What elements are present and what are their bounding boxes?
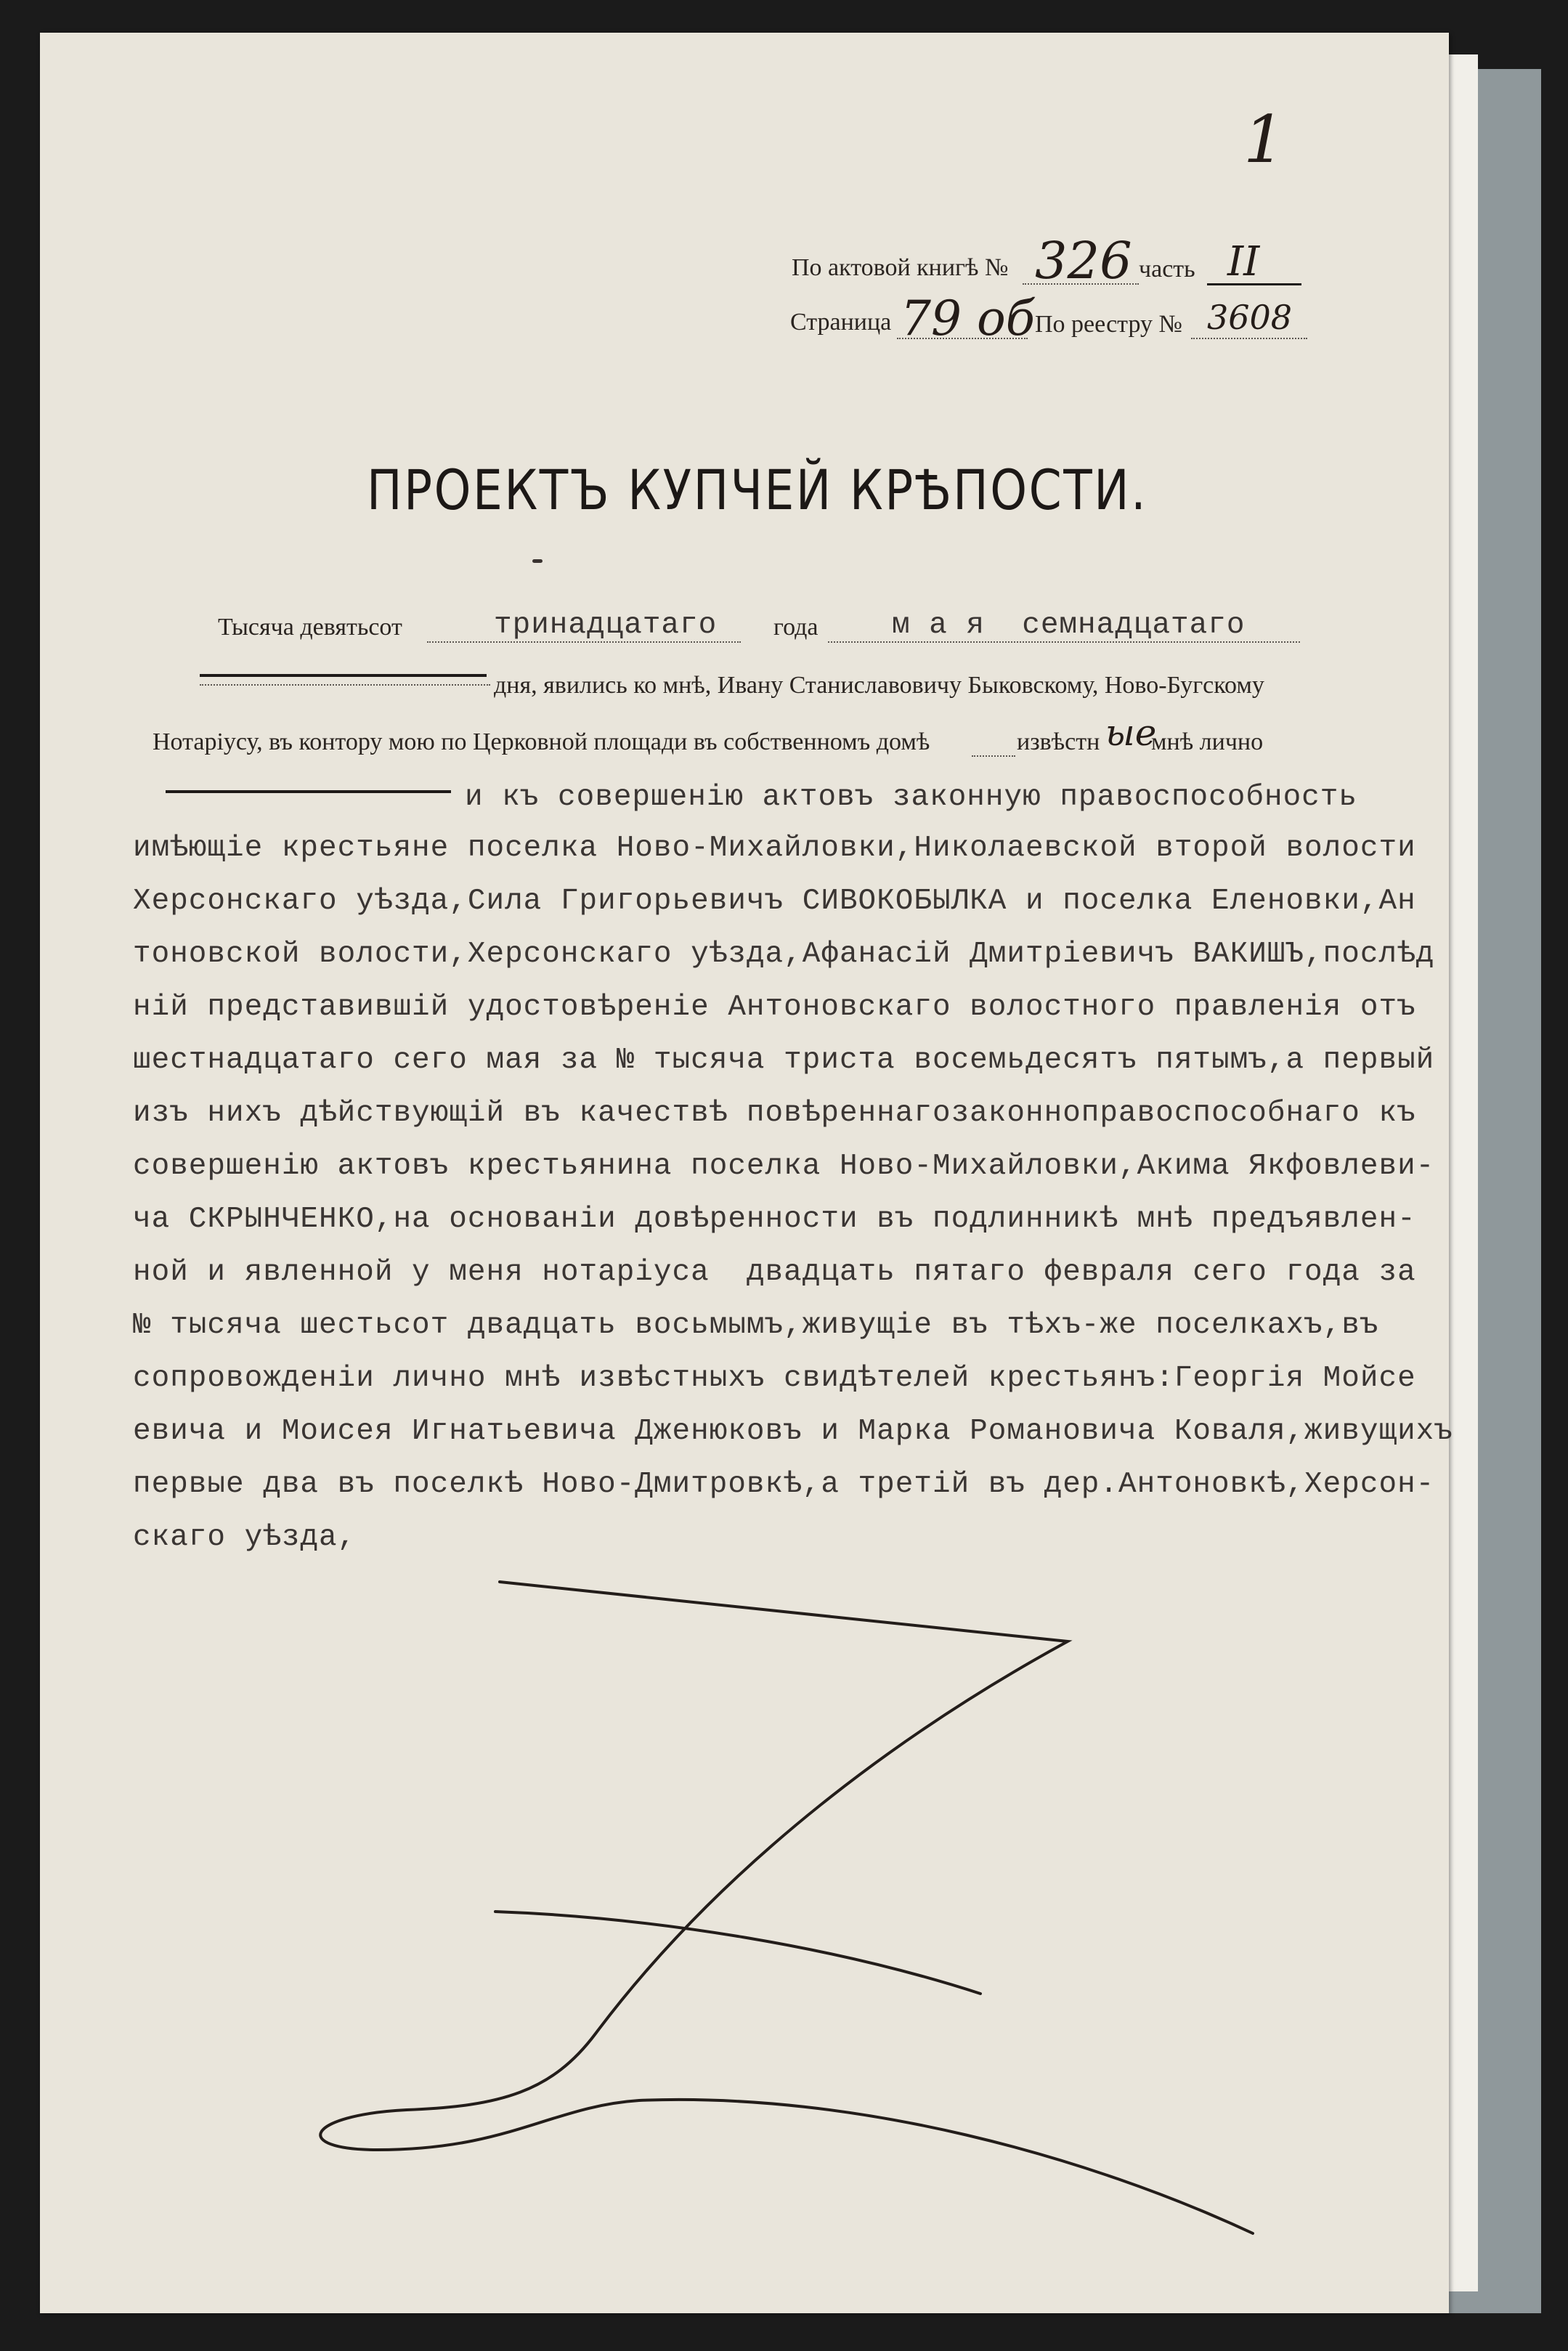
form-line1-year-label: года (773, 614, 818, 641)
body-line: имѣющіе крестьяне поселка Ново-Михайловки,Николаевской второй волости (133, 832, 1416, 865)
body-line: скаго уѣзда, (133, 1521, 357, 1554)
page-value: 79 об (901, 291, 1035, 346)
body-line: совершенію актовъ крестьянина поселка Ново-Михайловки,Акима Якфовлеви- (133, 1150, 1435, 1183)
form-line1-year: тринадцатаго (494, 609, 718, 642)
body-line: сопровожденіи лично мнѣ извѣстныхъ свидѣтелей крестьянъ:Георгія Мойсе (133, 1362, 1416, 1395)
form-line3-text: Нотаріусу, въ контору мою по Церковной площади въ собственномъ домѣ (153, 728, 930, 755)
form-line3-end: мнѣ лично (1151, 728, 1264, 755)
body-line: ной и явленной у меня нотаріуса двадцать пятаго февраля сего года за (133, 1256, 1416, 1289)
form-line1-date: м а я семнадцатаго (892, 609, 1246, 642)
act-book-label: По актовой книгѣ № (792, 254, 1009, 281)
body-line: Херсонскаго уѣзда,Сила Григорьевичъ СИВОКОБЫЛКА и поселка Еленовки,Ан (133, 885, 1416, 918)
body-line: тоновской волости,Херсонскаго уѣзда,Афанасій Дмитріевичъ ВАКИШЪ,послѣд (133, 938, 1435, 971)
body-line: ній представившій удостовѣреніе Антоновскаго волостного правленія отъ (133, 991, 1416, 1024)
form-line3-hand: ые (1105, 712, 1157, 754)
page-number-mark: 1 (1243, 102, 1285, 178)
registry-label: По реестру № (1035, 311, 1182, 338)
body-line: ча СКРЫНЧЕНКО,на основаніи довѣренности въ подлинникѣ мнѣ предъявлен- (133, 1203, 1416, 1236)
body-line: шестнадцатаго сего мая за № тысяча триста восемьдесятъ пятымъ,а первый (133, 1044, 1435, 1077)
body-line: изъ нихъ дѣйствующій въ качествѣ повѣреннагозаконноправоспособнаго къ (133, 1097, 1416, 1130)
form-line2-text: дня, явились ко мнѣ, Ивану Станиславовичу Быковскому, Ново-Бугскому (494, 672, 1264, 699)
body-line: и къ совершенію актовъ законную правоспособность (465, 781, 1357, 814)
act-book-number: 326 (1035, 231, 1132, 291)
body-line: евича и Моисея Игнатьевича Дженюковъ и Марка Романовича Коваля,живущихъ (133, 1415, 1453, 1448)
part-label: часть (1139, 256, 1195, 283)
registry-number: 3608 (1207, 298, 1293, 337)
document-title: ПРОЕКТЪ КУПЧЕЙ КРѢПОСТИ. (367, 458, 1148, 522)
form-line3-known: извѣстн (1017, 728, 1100, 755)
part-value: II (1227, 238, 1260, 285)
body-line: первые два въ поселкѣ Ново-Дмитровкѣ,а третій въ дер.Антоновкѣ,Херсон- (133, 1468, 1435, 1501)
page-label: Страница (790, 309, 892, 336)
body-line: № тысяча шестьсот двадцать восьмымъ,живущіе въ тѣхъ-же поселкахъ,въ (133, 1309, 1379, 1342)
form-line1-label: Тысяча девятьсот (218, 614, 402, 641)
